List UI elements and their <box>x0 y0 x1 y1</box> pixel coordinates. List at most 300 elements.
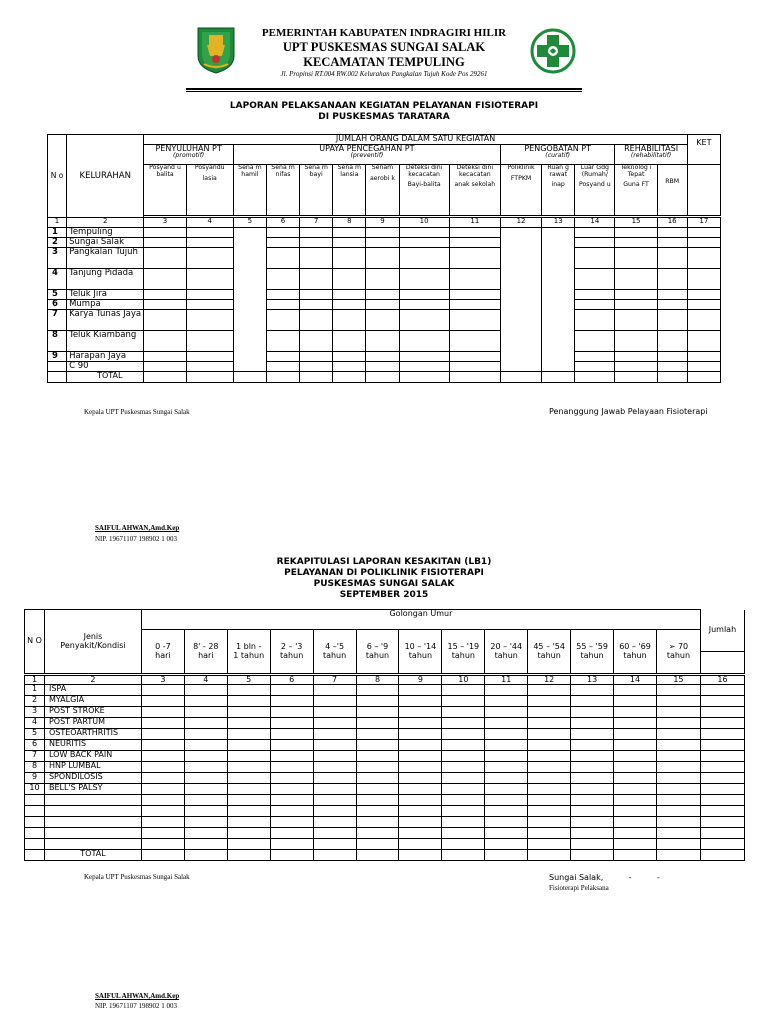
data-cell <box>615 228 657 238</box>
jumlah-header: Jumlah <box>700 610 744 652</box>
data-cell <box>614 718 657 729</box>
data-cell <box>399 362 449 372</box>
data-cell <box>333 331 366 352</box>
data-cell <box>500 352 541 362</box>
data-cell <box>333 248 366 269</box>
column-number: 13 <box>542 218 575 228</box>
data-cell <box>615 269 657 290</box>
age-group-range: ➢ 70 <box>656 630 700 652</box>
data-cell <box>313 707 356 718</box>
data-cell <box>356 718 399 729</box>
kelurahan-name: Sungai Salak <box>67 238 144 248</box>
data-cell <box>399 696 442 707</box>
data-cell <box>442 685 485 696</box>
data-cell <box>266 238 299 248</box>
column-number: 16 <box>700 676 744 685</box>
sub-c15: Teknolog i Tepat Guna FT <box>615 165 657 216</box>
data-cell <box>270 751 313 762</box>
data-cell <box>528 718 571 729</box>
column-number: 3 <box>141 676 184 685</box>
table-row <box>48 300 721 310</box>
data-cell <box>333 352 366 362</box>
data-cell <box>485 751 528 762</box>
golongan-umur-header: Golongan Umur <box>141 610 700 630</box>
column-number: 14 <box>575 218 615 228</box>
data-cell <box>657 238 687 248</box>
row-number: 9 <box>25 773 45 784</box>
subheader-row <box>48 165 721 216</box>
data-cell <box>141 740 184 751</box>
row-number: 3 <box>25 707 45 718</box>
condition-name: LOW BACK PAIN <box>44 751 141 762</box>
data-cell <box>656 751 700 762</box>
sub-c4: Posyandu lasia <box>186 165 233 216</box>
col-no-header: N O <box>25 610 45 674</box>
data-cell <box>141 685 184 696</box>
report1-signer-nip: NIP. 19671107 198902 1 003 <box>95 535 177 543</box>
data-cell <box>144 331 186 352</box>
total-row <box>25 850 745 861</box>
data-cell <box>141 762 184 773</box>
report2-signer-name: SAIFUL AHWAN,Amd.Kep <box>95 992 180 1000</box>
data-cell <box>442 696 485 707</box>
data-cell <box>449 300 500 310</box>
data-cell <box>184 740 227 751</box>
data-cell <box>449 331 500 352</box>
condition-name: BELL'S PALSY <box>44 784 141 795</box>
data-cell <box>141 773 184 784</box>
row-number <box>48 362 67 372</box>
data-cell <box>528 751 571 762</box>
data-cell <box>700 762 744 773</box>
data-cell <box>442 740 485 751</box>
data-cell <box>614 707 657 718</box>
data-cell <box>141 784 184 795</box>
report2-sign-role: Fisioterapi Pelaksana <box>549 884 609 892</box>
table-row <box>25 685 745 696</box>
age-group-unit: tahun <box>485 652 528 674</box>
data-cell <box>614 762 657 773</box>
data-cell <box>687 269 720 290</box>
data-cell <box>399 352 449 362</box>
data-cell <box>528 707 571 718</box>
data-cell <box>449 362 500 372</box>
data-cell <box>144 238 186 248</box>
data-cell <box>270 707 313 718</box>
sub-c11: Deteksi dini kecacatan anak sekolah <box>449 165 500 216</box>
age-group-range: 4 –'5 <box>313 630 356 652</box>
age-group-range: 60 – '69 <box>614 630 657 652</box>
data-cell <box>186 269 233 290</box>
table-row <box>48 248 721 269</box>
data-cell <box>227 784 270 795</box>
data-cell <box>528 784 571 795</box>
condition-name: ISPA <box>44 685 141 696</box>
kelurahan-name: Tempuling <box>67 228 144 238</box>
column-number: 5 <box>227 676 270 685</box>
data-cell <box>700 685 744 696</box>
data-cell <box>575 228 615 238</box>
age-group-unit: tahun <box>356 652 399 674</box>
penyuluhan-header: PENYULUHAN PT (promotif) <box>144 145 233 165</box>
data-cell <box>500 362 541 372</box>
data-cell <box>571 718 614 729</box>
data-cell <box>542 331 575 352</box>
data-cell <box>442 729 485 740</box>
sub-c8: Sena m lansia <box>333 165 366 216</box>
data-cell <box>141 729 184 740</box>
data-cell <box>615 248 657 269</box>
data-cell <box>399 290 449 300</box>
data-cell <box>313 685 356 696</box>
data-cell <box>399 238 449 248</box>
data-cell <box>233 331 266 352</box>
data-cell <box>571 784 614 795</box>
sub-c14: Luar Gdg (Rumah/ Posyand u <box>575 165 615 216</box>
data-cell <box>528 762 571 773</box>
data-cell <box>270 773 313 784</box>
age-group-range: 1 bln - <box>227 630 270 652</box>
data-cell <box>571 707 614 718</box>
jumlah-header: JUMLAH ORANG DALAM SATU KEGIATAN <box>144 135 687 145</box>
data-cell <box>356 740 399 751</box>
column-number: 13 <box>571 676 614 685</box>
data-cell <box>399 300 449 310</box>
data-cell <box>227 718 270 729</box>
data-cell <box>233 300 266 310</box>
data-cell <box>233 248 266 269</box>
report1-title: LAPORAN PELAKSANAAN KEGIATAN PELAYANAN FISIOTERAPI <box>229 101 539 111</box>
data-cell <box>356 685 399 696</box>
data-cell <box>687 228 720 238</box>
data-cell <box>575 362 615 372</box>
data-cell <box>184 751 227 762</box>
data-cell <box>542 269 575 290</box>
sub-c7: Sena m bayi <box>300 165 333 216</box>
data-cell <box>300 300 333 310</box>
row-number: 7 <box>48 310 67 331</box>
data-cell <box>184 718 227 729</box>
data-cell <box>233 269 266 290</box>
data-cell <box>700 740 744 751</box>
data-cell <box>442 707 485 718</box>
data-cell <box>144 290 186 300</box>
row-number: 1 <box>25 685 45 696</box>
sub-c9: Senam aerobi k <box>366 165 399 216</box>
table-row <box>25 751 745 762</box>
column-number: 7 <box>300 218 333 228</box>
report1-sign-right: Penanggung Jawab Pelayaan Fisioterapi <box>549 407 708 416</box>
data-cell <box>700 718 744 729</box>
data-cell <box>270 696 313 707</box>
data-cell <box>266 269 299 290</box>
data-cell <box>449 248 500 269</box>
total-label: TOTAL <box>44 850 141 861</box>
data-cell <box>571 685 614 696</box>
data-cell <box>687 238 720 248</box>
letterhead-district: KECAMATAN TEMPULING <box>303 55 465 69</box>
data-cell <box>615 238 657 248</box>
data-cell <box>528 773 571 784</box>
age-group-range: 6 – '9 <box>356 630 399 652</box>
data-cell <box>300 331 333 352</box>
column-number: 2 <box>67 218 144 228</box>
data-cell <box>399 707 442 718</box>
data-cell <box>333 300 366 310</box>
data-cell <box>300 362 333 372</box>
data-cell <box>656 707 700 718</box>
upaya-header: UPAYA PENCEGAHAN PT (preventif) <box>233 145 500 165</box>
data-cell <box>144 352 186 362</box>
column-number: 12 <box>500 218 541 228</box>
data-cell <box>575 238 615 248</box>
data-cell <box>141 751 184 762</box>
data-cell <box>366 310 399 331</box>
data-cell <box>485 707 528 718</box>
kelurahan-name: Pangkalan Tujuh <box>67 248 144 269</box>
data-cell <box>356 773 399 784</box>
data-cell <box>542 300 575 310</box>
data-cell <box>657 352 687 362</box>
data-cell <box>571 751 614 762</box>
data-cell <box>615 290 657 300</box>
data-cell <box>266 310 299 331</box>
data-cell <box>399 773 442 784</box>
age-group-range: 0 -7 <box>141 630 184 652</box>
data-cell <box>141 707 184 718</box>
data-cell <box>366 352 399 362</box>
data-cell <box>300 228 333 238</box>
age-group-range: 8' - 28 <box>184 630 227 652</box>
report2-subtitle1: PELAYANAN DI POLIKLINIK FISIOTERAPI <box>284 568 484 578</box>
data-cell <box>528 729 571 740</box>
letterhead-rule-thin <box>186 91 582 92</box>
column-number: 1 <box>48 218 67 228</box>
column-number-row <box>25 676 745 685</box>
data-cell <box>700 707 744 718</box>
data-cell <box>313 696 356 707</box>
data-cell <box>615 300 657 310</box>
data-cell <box>399 269 449 290</box>
age-group-range: 15 – '19 <box>442 630 485 652</box>
row-number: 5 <box>25 729 45 740</box>
data-cell <box>687 331 720 352</box>
sub-c12: Poliklinik FTPKM <box>500 165 541 216</box>
data-cell <box>366 248 399 269</box>
data-cell <box>528 685 571 696</box>
ket-header: KET <box>687 135 720 165</box>
data-cell <box>656 740 700 751</box>
data-cell <box>270 762 313 773</box>
data-cell <box>266 352 299 362</box>
data-cell <box>333 362 366 372</box>
data-cell <box>186 228 233 238</box>
data-cell <box>442 784 485 795</box>
column-number: 8 <box>333 218 366 228</box>
data-cell <box>227 773 270 784</box>
row-number: 6 <box>25 740 45 751</box>
data-cell <box>500 269 541 290</box>
data-cell <box>313 762 356 773</box>
age-group-range: 20 – '44 <box>485 630 528 652</box>
data-cell <box>356 707 399 718</box>
column-number: 1 <box>25 676 45 685</box>
sub-c13: Ruan g rawat inap <box>542 165 575 216</box>
sub-c6: Sena m nifas <box>266 165 299 216</box>
data-cell <box>366 300 399 310</box>
data-cell <box>500 228 541 238</box>
data-cell <box>144 248 186 269</box>
condition-name: HNP LUMBAL <box>44 762 141 773</box>
kelurahan-name: Karya Tunas Jaya <box>67 310 144 331</box>
data-cell <box>366 269 399 290</box>
data-cell <box>571 729 614 740</box>
data-cell <box>399 248 449 269</box>
report2-sign-left: Kepala UPT Puskesmas Sungai Salak <box>84 873 190 881</box>
data-cell <box>266 362 299 372</box>
data-cell <box>656 685 700 696</box>
row-number: 10 <box>25 784 45 795</box>
data-cell <box>575 331 615 352</box>
data-cell <box>233 228 266 238</box>
data-cell <box>700 729 744 740</box>
condition-name: OSTEOARTHRITIS <box>44 729 141 740</box>
age-group-unit: hari <box>141 652 184 674</box>
table-row <box>25 806 745 817</box>
data-cell <box>399 762 442 773</box>
column-number: 11 <box>485 676 528 685</box>
kelurahan-name: Harapan Jaya <box>67 352 144 362</box>
data-cell <box>500 290 541 300</box>
table-row <box>25 795 745 806</box>
column-number: 5 <box>233 218 266 228</box>
row-number: 2 <box>48 238 67 248</box>
pengobatan-header: PENGOBATAN PT (curatif) <box>500 145 614 165</box>
data-cell <box>442 718 485 729</box>
data-cell <box>575 310 615 331</box>
data-cell <box>270 784 313 795</box>
data-cell <box>186 300 233 310</box>
data-cell <box>141 696 184 707</box>
data-cell <box>270 740 313 751</box>
data-cell <box>300 269 333 290</box>
data-cell <box>615 310 657 331</box>
age-group-unit: tahun <box>656 652 700 674</box>
data-cell <box>144 269 186 290</box>
data-cell <box>614 784 657 795</box>
table-row <box>25 817 745 828</box>
table-row <box>48 310 721 331</box>
data-cell <box>313 729 356 740</box>
data-cell <box>186 248 233 269</box>
report2-signer-nip: NIP. 19671107 198902 1 003 <box>95 1002 177 1010</box>
column-number: 2 <box>44 676 141 685</box>
data-cell <box>656 696 700 707</box>
data-cell <box>571 696 614 707</box>
data-cell <box>657 331 687 352</box>
data-cell <box>233 310 266 331</box>
data-cell <box>542 290 575 300</box>
data-cell <box>144 310 186 331</box>
kelurahan-name: Teluk Jira <box>67 290 144 300</box>
data-cell <box>184 729 227 740</box>
row-number: 4 <box>25 718 45 729</box>
data-cell <box>657 310 687 331</box>
data-cell <box>356 762 399 773</box>
data-cell <box>656 773 700 784</box>
data-cell <box>270 685 313 696</box>
data-cell <box>233 352 266 362</box>
data-cell <box>333 238 366 248</box>
data-cell <box>575 248 615 269</box>
sub-c16: RBM <box>657 165 687 216</box>
data-cell <box>186 331 233 352</box>
data-cell <box>399 718 442 729</box>
kelurahan-name: Teluk Kiambang <box>67 331 144 352</box>
data-cell <box>571 740 614 751</box>
data-cell <box>186 310 233 331</box>
data-cell <box>449 238 500 248</box>
activity-table <box>47 134 721 383</box>
data-cell <box>300 290 333 300</box>
row-number: 3 <box>48 248 67 269</box>
data-cell <box>313 718 356 729</box>
data-cell <box>184 762 227 773</box>
data-cell <box>700 773 744 784</box>
data-cell <box>542 228 575 238</box>
data-cell <box>614 751 657 762</box>
report1-subtitle: DI PUSKESMAS TARATARA <box>318 112 450 122</box>
data-cell <box>657 362 687 372</box>
age-group-unit: tahun <box>571 652 614 674</box>
column-number: 4 <box>186 218 233 228</box>
data-cell <box>656 784 700 795</box>
morbidity-table <box>24 609 745 861</box>
data-cell <box>575 269 615 290</box>
row-number: 8 <box>25 762 45 773</box>
data-cell <box>366 362 399 372</box>
table-row <box>48 269 721 290</box>
data-cell <box>356 729 399 740</box>
data-cell <box>186 290 233 300</box>
age-group-unit: tahun <box>399 652 442 674</box>
condition-name: MYALGIA <box>44 696 141 707</box>
column-number: 6 <box>270 676 313 685</box>
condition-name: POST STROKE <box>44 707 141 718</box>
data-cell <box>656 718 700 729</box>
data-cell <box>266 331 299 352</box>
data-cell <box>500 238 541 248</box>
table-row <box>48 331 721 352</box>
row-number: 9 <box>48 352 67 362</box>
data-cell <box>333 290 366 300</box>
data-cell <box>270 729 313 740</box>
data-cell <box>227 740 270 751</box>
kelurahan-name: Mumpa <box>67 300 144 310</box>
data-cell <box>449 310 500 331</box>
data-cell <box>399 751 442 762</box>
column-number: 15 <box>656 676 700 685</box>
data-cell <box>442 762 485 773</box>
data-cell <box>227 762 270 773</box>
report1-sign-left: Kepala UPT Puskesmas Sungai Salak <box>84 408 190 416</box>
table-row <box>48 290 721 300</box>
jumlah-cell <box>700 652 744 674</box>
data-cell <box>356 784 399 795</box>
data-cell <box>614 685 657 696</box>
data-cell <box>700 784 744 795</box>
data-cell <box>141 718 184 729</box>
